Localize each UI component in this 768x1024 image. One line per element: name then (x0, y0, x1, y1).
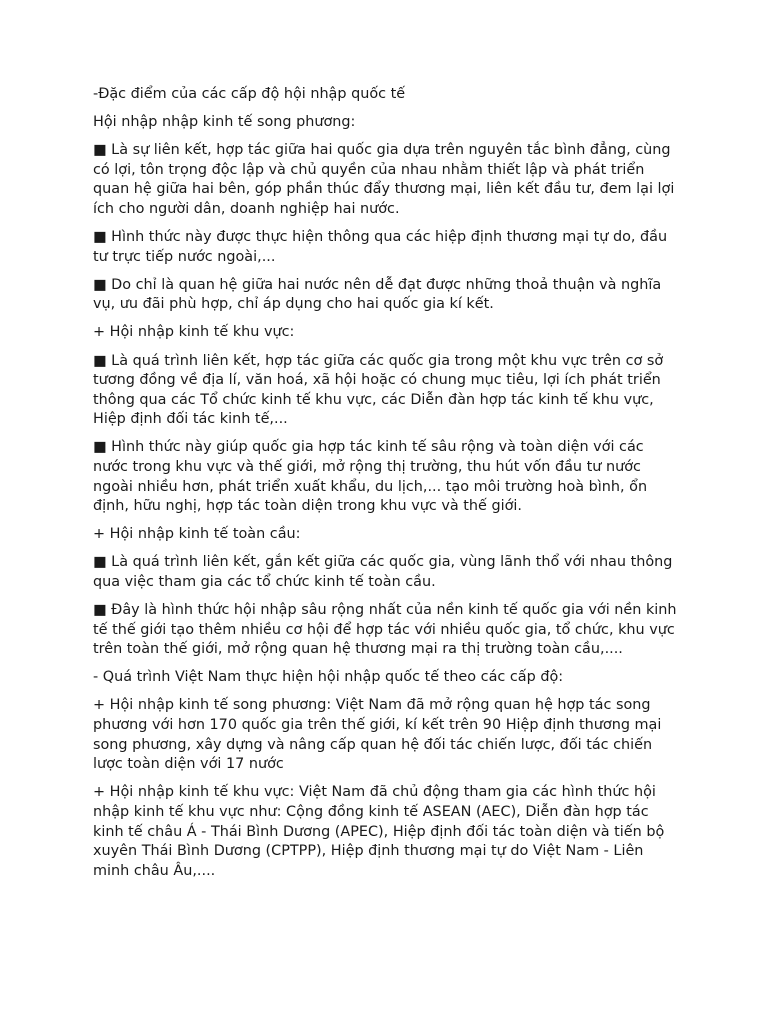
paragraph-global-definition: ■ Là quá trình liên kết, gắn kết giữa các quốc gia, vùng lãnh thổ với nhau thông qua việc tham gia các tổ chức kinh tế toàn cầu. (93, 554, 673, 590)
paragraph-regional-definition: ■ Là quá trình liên kết, hợp tác giữa các quốc gia trong một khu vực trên cơ sở tương đồng về địa lí, văn hoá, xã hội hoặc có chung mục tiêu, lợi ích phát triển thông qua các Tổ chức kinh tế khu vực, các Diễn đàn hợp tác kinh tế khu vực, Hiệp định đối tác kinh tế,... (93, 352, 664, 428)
paragraph-vietnam-bilateral: + Hội nhập kinh tế song phương: Việt Nam đã mở rộng quan hệ hợp tác song phương với hơn 170 quốc gia trên thế giới, kí kết trên 90 Hiệp định thương mại song phương, xây dựng và nâng cấp quan hệ đối tác chiến lược, đối tác chiến lược toàn diện với 17 nước (93, 697, 662, 773)
paragraph-regional-benefit: ■ Hình thức này giúp quốc gia hợp tác kinh tế sâu rộng và toàn diện với các nước trong khu vực và thế giới, mở rộng thị trường, thu hút vốn đầu tư nước ngoài nhiều hơn, phát triển xuất khẩu, du lịch,... tạo môi trường hoà bình, ổn định, hữu nghị, hợp tác toàn diện trong khu vực và thế giới. (93, 439, 648, 515)
subheading-bilateral: Hội nhập nhập kinh tế song phương: (93, 114, 356, 131)
document-body (93, 85, 683, 890)
subheading-global: + Hội nhập kinh tế toàn cầu: (93, 526, 301, 543)
subheading-regional: + Hội nhập kinh tế khu vực: (93, 324, 295, 341)
section-heading: -Đặc điểm của các cấp độ hội nhập quốc tế (93, 86, 406, 102)
paragraph-bilateral-definition: ■ Là sự liên kết, hợp tác giữa hai quốc gia dựa trên nguyên tắc bình đẳng, cùng có lợi, tôn trọng độc lập và chủ quyền của nhau nhằm thiết lập và phát triển quan hệ giữa hai bên, góp phần thúc đẩy thương mại, liên kết đầu tư, đem lại lợi ích cho người dân, doanh nghiệp hai nước. (93, 142, 675, 217)
subheading-vietnam-process: - Quá trình Việt Nam thực hiện hội nhập quốc tế theo các cấp độ: (93, 669, 564, 686)
paragraph-bilateral-advantage: ■ Do chỉ là quan hệ giữa hai nước nên dễ đạt được những thoả thuận và nghĩa vụ, ưu đãi phù hợp, chỉ áp dụng cho hai quốc gia kí kết. (93, 276, 662, 313)
paragraph-vietnam-regional: + Hội nhập kinh tế khu vực: Việt Nam đã chủ động tham gia các hình thức hội nhập kinh tế khu vực như: Cộng đồng kinh tế ASEAN (AEC), Diễn đàn hợp tác kinh tế châu Á - Thái Bình Dương (APEC), Hiệp định đối tác toàn diện và tiến bộ xuyên Thái Bình Dương (CPTPP), Hiệp định thương mại tự do Việt Nam - Liên minh châu Âu,.... (93, 784, 665, 879)
paragraph-global-benefit: ■ Đây là hình thức hội nhập sâu rộng nhất của nền kinh tế quốc gia với nền kinh tế thế giới tạo thêm nhiều cơ hội để hợp tác với nhiều quốc gia, tổ chức, khu vực trên toàn thế giới, mở rộng quan hệ thương mại ra thị trường toàn cầu,.... (93, 602, 677, 658)
paragraph-bilateral-form: ■ Hình thức này được thực hiện thông qua các hiệp định thương mại tự do, đầu tư trực tiếp nước ngoài,... (93, 229, 668, 265)
